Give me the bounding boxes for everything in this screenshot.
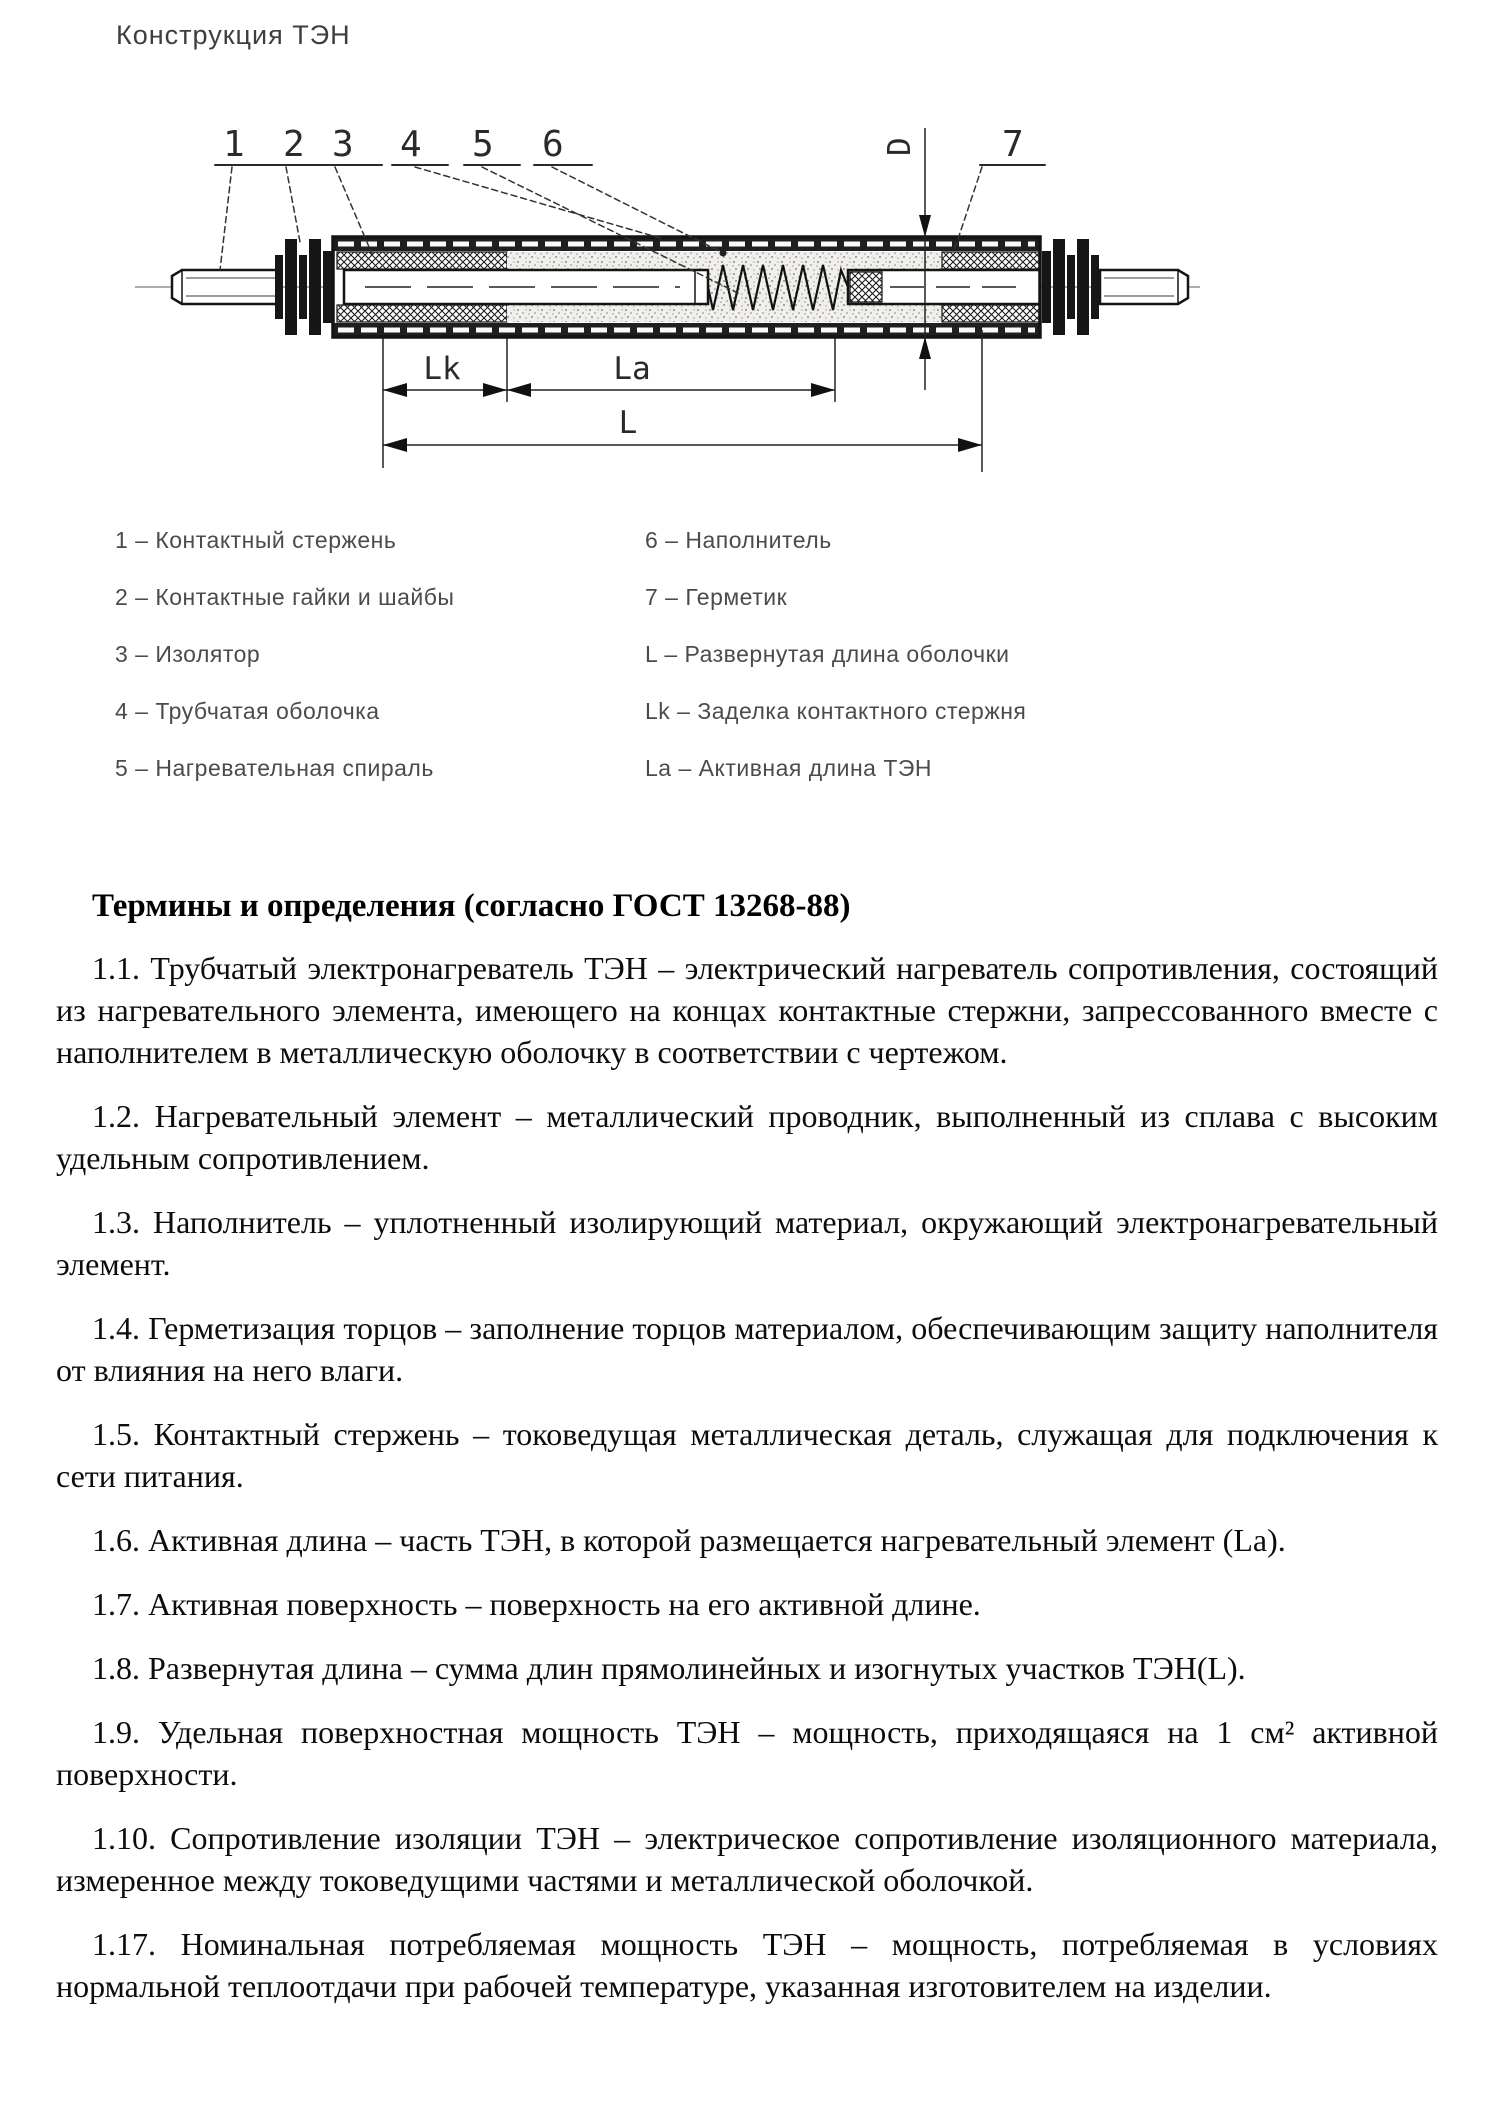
legend-left-column: [115, 527, 454, 812]
paragraph-1-4: 1.4. Герметизация торцов – заполнение торцов материалом, обеспечивающим защиту наполнителя от влияния на него влаги.: [56, 1310, 1438, 1388]
legend-item-3: 3 – Изолятор: [115, 641, 261, 667]
dim-label-d: D: [882, 137, 918, 156]
paragraph-1-5: 1.5. Контактный стержень – токоведущая металлическая деталь, служащая для подключения к сети питания.: [56, 1416, 1438, 1494]
legend-item-6: 6 – Наполнитель: [645, 527, 832, 553]
legend-item-5: 5 – Нагревательная спираль: [115, 755, 434, 781]
legend-right-column: [645, 527, 1026, 812]
legend-item-2: 2 – Контактные гайки и шайбы: [115, 584, 455, 610]
legend-item-1: 1 – Контактный стержень: [115, 527, 397, 553]
terms-section: [56, 888, 1438, 2007]
dim-label-la: La: [613, 351, 651, 387]
dim-lines: [383, 330, 982, 472]
inner-rod-right: [848, 270, 1040, 304]
legend-item-4: 4 – Трубчатая оболочка: [115, 698, 380, 724]
terms-heading: Термины и определения (согласно ГОСТ 13268-88): [92, 888, 851, 924]
paragraph-1-7: 1.7. Активная поверхность – поверхность на его активной длине.: [92, 1586, 981, 1622]
legend-item-La: La – Активная длина ТЭН: [645, 755, 933, 781]
callout-label-7: 7: [1002, 124, 1024, 165]
right-contact-rod: [1100, 270, 1188, 304]
diagram-title: Конструкция ТЭН: [116, 20, 351, 50]
callout-label-1: 1: [223, 124, 245, 165]
dim-label-lk: Lk: [423, 351, 461, 387]
paragraph-1-17: 1.17. Номинальная потребляемая мощность ТЭН – мощность, потребляемая в условиях нормальной теплоотдачи при рабочей температуре, указанная изготовителем на изделии.: [56, 1926, 1438, 2004]
callout-label-4: 4: [400, 124, 422, 165]
left-contact-rod: [172, 270, 280, 304]
dim-label-l: L: [618, 405, 638, 441]
paragraph-1-1: 1.1. Трубчатый электронагреватель ТЭН – электрический нагреватель сопротивления, состоящий из нагревательного элемента, имеющего на концах контактные стержни, запрессованного вместе с наполнителем в металлическую оболочку в соответствии с чертежом.: [56, 950, 1438, 1070]
callout-label-2: 2: [283, 124, 305, 165]
paragraph-1-6: 1.6. Активная длина – часть ТЭН, в которой размещается нагревательный элемент (La).: [92, 1522, 1286, 1558]
callout-label-5: 5: [472, 124, 494, 165]
paragraph-1-10: 1.10. Сопротивление изоляции ТЭН – электрическое сопротивление изоляционного материала, измеренное между токоведущими частями и металлической оболочкой.: [56, 1820, 1438, 1898]
ten-construction-diagram: [120, 80, 1210, 480]
callout-label-6: 6: [542, 124, 564, 165]
dim-arrows: [383, 383, 982, 452]
legend-item-L: L – Развернутая длина оболочки: [645, 641, 1010, 667]
legend-item-7: 7 – Герметик: [645, 584, 788, 610]
inner-rod-left: [344, 270, 708, 304]
legend-item-Lk: Lk – Заделка контактного стержня: [645, 698, 1027, 724]
paragraph-1-9: 1.9. Удельная поверхностная мощность ТЭН – мощность, приходящаяся на 1 см² активной поверхности.: [56, 1714, 1438, 1792]
paragraph-1-8: 1.8. Развернутая длина – сумма длин прямолинейных и изогнутых участков ТЭН(L).: [92, 1650, 1246, 1686]
paragraph-1-3: 1.3. Наполнитель – уплотненный изолирующий материал, окружающий электронагревательный элемент.: [56, 1204, 1438, 1282]
paragraph-1-2: 1.2. Нагревательный элемент – металлический проводник, выполненный из сплава с высоким удельным сопротивлением.: [56, 1098, 1438, 1176]
callout-label-3: 3: [332, 124, 354, 165]
